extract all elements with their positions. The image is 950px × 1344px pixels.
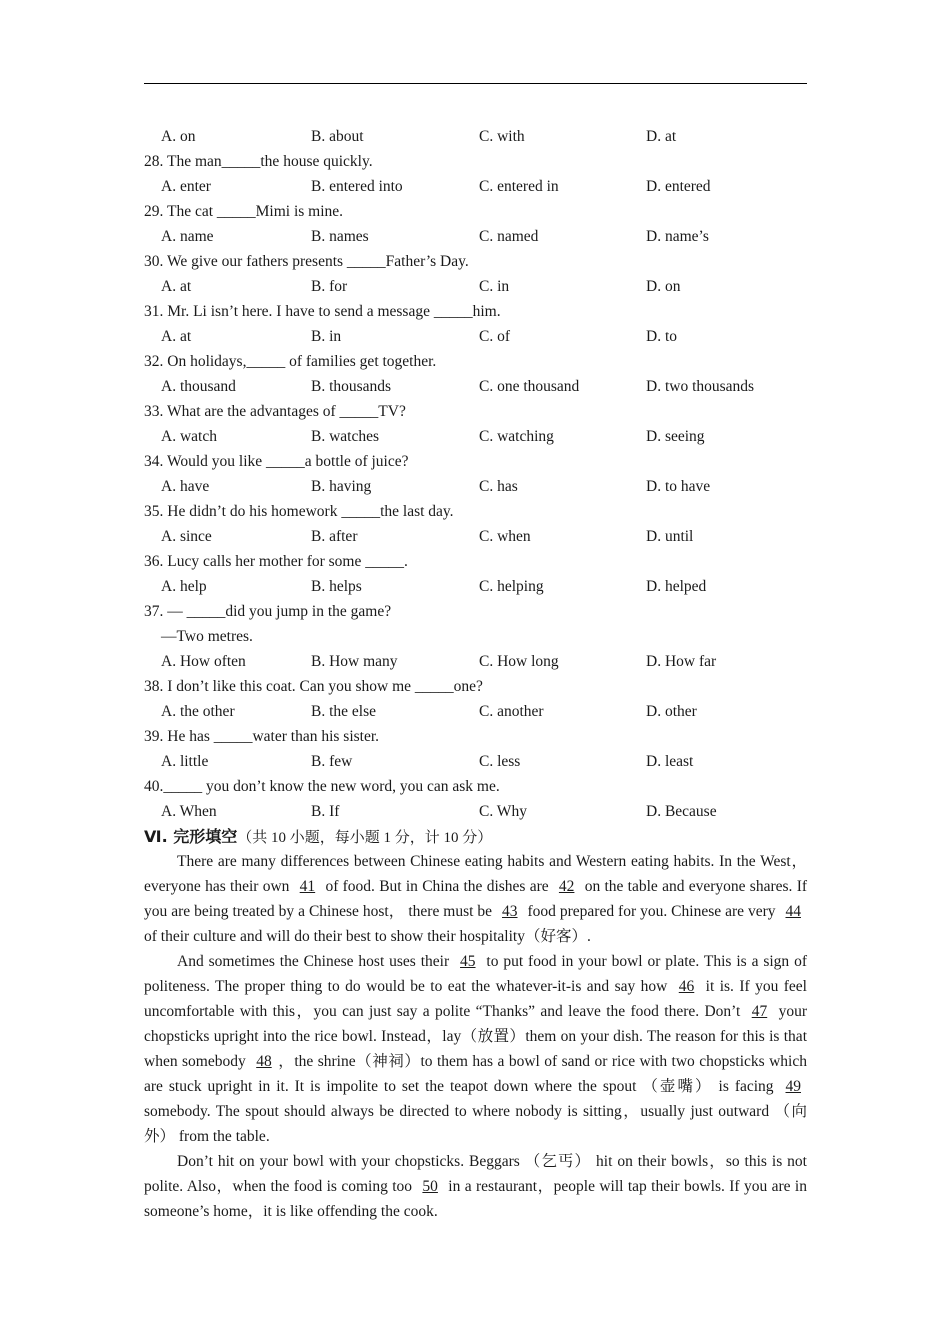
- option-c[interactable]: C. less: [479, 753, 521, 770]
- options-row: [144, 524, 807, 549]
- option-c[interactable]: C. with: [479, 128, 525, 145]
- dialogue-answer: —Two metres.: [161, 628, 253, 645]
- option-b[interactable]: B. thousands: [311, 378, 392, 395]
- options-row: [144, 799, 807, 824]
- option-a[interactable]: A. have: [161, 478, 210, 495]
- option-c[interactable]: C. one thousand: [479, 378, 580, 395]
- cloze-blank[interactable]: 49: [785, 1078, 801, 1095]
- question-stem: 32. On holidays,_____ of families get together.: [144, 353, 437, 370]
- option-a[interactable]: A. on: [161, 128, 196, 145]
- option-a[interactable]: A. watch: [161, 428, 217, 445]
- option-a[interactable]: A. at: [161, 328, 192, 345]
- option-b[interactable]: B. watches: [311, 428, 380, 445]
- question-stem: 34. Would you like _____a bottle of juice?: [144, 453, 409, 470]
- option-d[interactable]: D. Because: [646, 803, 717, 820]
- option-d[interactable]: D. name’s: [646, 228, 709, 245]
- cloze-passage: [144, 849, 807, 1224]
- option-a[interactable]: A. thousand: [161, 378, 236, 395]
- option-d[interactable]: D. until: [646, 528, 694, 545]
- question-stem: 40._____ you don’t know the new word, you can ask me.: [144, 778, 500, 795]
- passage-text: it is. If you feel uncomfortable with this，you can just say a polite “Thanks” and leave the food there. Don’t: [144, 978, 807, 1020]
- exam-page: [144, 124, 807, 1224]
- passage-text: on the table and everyone shares. If you are being treated by a Chinese host， there must be: [144, 878, 808, 920]
- option-c[interactable]: C. when: [479, 528, 531, 545]
- option-b[interactable]: B. helps: [311, 578, 362, 595]
- option-a[interactable]: A. little: [161, 753, 209, 770]
- passage-text: And sometimes the Chinese host uses their: [177, 953, 455, 970]
- option-c[interactable]: C. helping: [479, 578, 544, 595]
- question-list: [144, 149, 807, 824]
- section-title: Ⅵ. 完形填空: [144, 827, 238, 846]
- options-row: [144, 699, 807, 724]
- passage-text: your chopsticks upright into the rice bowl. Instead，lay（放置）them on your dish. The reason for this is that when somebody: [144, 1003, 807, 1070]
- option-b[interactable]: B. after: [311, 528, 358, 545]
- option-d[interactable]: D. seeing: [646, 428, 705, 445]
- passage-text: to put food in your bowl or plate. This is a sign of politeness. The proper thing to do would be to eat the whatever-it-is and say how: [144, 953, 807, 995]
- question-stem: 36. Lucy calls her mother for some _____.: [144, 553, 408, 570]
- option-c[interactable]: C. of: [479, 328, 510, 345]
- option-d[interactable]: D. on: [646, 278, 681, 295]
- cloze-blank[interactable]: 43: [502, 903, 518, 920]
- passage-text: somebody. The spout should always be directed to where nobody is sitting，usually just outward （向外） from the table.: [144, 1103, 807, 1145]
- option-a[interactable]: A. the other: [161, 703, 235, 720]
- cloze-blank[interactable]: 48: [256, 1053, 272, 1070]
- passage-text: Don’t hit on your bowl with your chopsticks. Beggars （乞丐） hit on their bowls，so this is not polite. Also，when the food is coming too: [144, 1153, 807, 1195]
- option-a[interactable]: A. How often: [161, 653, 246, 670]
- question-stem: 33. What are the advantages of _____TV?: [144, 403, 406, 420]
- option-d[interactable]: D. two thousands: [646, 378, 755, 395]
- option-b[interactable]: B. about: [311, 128, 364, 145]
- cloze-blank[interactable]: 50: [422, 1178, 438, 1195]
- cloze-blank[interactable]: 42: [558, 878, 575, 895]
- option-c[interactable]: C. in: [479, 278, 510, 295]
- option-c[interactable]: C. How long: [479, 653, 559, 670]
- cloze-blank[interactable]: 47: [751, 1003, 768, 1020]
- cloze-blank[interactable]: 44: [785, 903, 801, 920]
- options-row: [144, 174, 807, 199]
- passage-text: of their culture and will do their best to show their hospitality（好客）.: [144, 928, 591, 945]
- option-b[interactable]: B. If: [311, 803, 340, 820]
- section-heading: [144, 824, 807, 849]
- option-d[interactable]: D. least: [646, 753, 694, 770]
- passage-paragraph: [144, 1149, 807, 1224]
- option-b[interactable]: B. entered into: [311, 178, 403, 195]
- question-stem: 37. — _____did you jump in the game?: [144, 603, 392, 620]
- passage-text: food prepared for you. Chinese are very: [523, 903, 780, 920]
- header-rule: [144, 83, 807, 84]
- options-row: [144, 424, 807, 449]
- option-c[interactable]: C. entered in: [479, 178, 559, 195]
- options-row: [144, 224, 807, 249]
- passage-text: ，the shrine（神祠）to them has a bowl of sand or rice with two chopsticks which are stuck upright in it. It is impolite to set the teapot down where the spout （壶嘴） is facing: [144, 1053, 807, 1095]
- options-row: [144, 374, 807, 399]
- option-b[interactable]: B. names: [311, 228, 369, 245]
- passage-text: There are many differences between Chinese eating habits and Western eating habits. In the West， everyone has their own: [144, 853, 807, 895]
- options-row: [144, 274, 807, 299]
- question-stem: 31. Mr. Li isn’t here. I have to send a message _____him.: [144, 303, 501, 320]
- section-note: （共 10 小题，每小题 1 分，计 10 分）: [237, 830, 493, 846]
- cloze-blank[interactable]: 45: [460, 953, 476, 970]
- passage-text: of food. But in China the dishes are: [321, 878, 553, 895]
- options-row: [144, 574, 807, 599]
- passage-paragraph: [144, 949, 807, 1149]
- option-b[interactable]: B. in: [311, 328, 342, 345]
- option-d[interactable]: D. entered: [646, 178, 711, 195]
- options-row: [144, 749, 807, 774]
- passage-paragraph: [144, 849, 807, 949]
- option-a[interactable]: A. enter: [161, 178, 211, 195]
- option-c[interactable]: C. Why: [479, 803, 527, 820]
- question-stem: 28. The man_____the house quickly.: [144, 153, 373, 170]
- option-d[interactable]: D. other: [646, 703, 697, 720]
- option-d[interactable]: D. to: [646, 328, 677, 345]
- option-c[interactable]: C. another: [479, 703, 544, 720]
- option-a[interactable]: A. at: [161, 278, 192, 295]
- question-stem: 29. The cat _____Mimi is mine.: [144, 203, 344, 220]
- option-c[interactable]: C. named: [479, 228, 539, 245]
- option-d[interactable]: D. at: [646, 128, 677, 145]
- option-b[interactable]: B. few: [311, 753, 353, 770]
- options-row: [144, 474, 807, 499]
- question-stem: 35. He didn’t do his homework _____the last day.: [144, 503, 454, 520]
- option-b[interactable]: B. the else: [311, 703, 376, 720]
- option-c[interactable]: C. watching: [479, 428, 554, 445]
- option-b[interactable]: B. having: [311, 478, 372, 495]
- option-c[interactable]: C. has: [479, 478, 518, 495]
- options-row: [144, 649, 807, 674]
- question-stem: 30. We give our fathers presents _____Father’s Day.: [144, 253, 469, 270]
- option-a[interactable]: A. name: [161, 228, 214, 245]
- question-stem: 38. I don’t like this coat. Can you show me _____one?: [144, 678, 483, 695]
- options-row: [144, 324, 807, 349]
- option-d[interactable]: D. helped: [646, 578, 707, 595]
- option-d[interactable]: D. How far: [646, 653, 717, 670]
- cloze-blank[interactable]: 41: [299, 878, 316, 895]
- option-b[interactable]: B. for: [311, 278, 348, 295]
- option-d[interactable]: D. to have: [646, 478, 711, 495]
- option-a[interactable]: A. help: [161, 578, 207, 595]
- options-row: [144, 124, 807, 149]
- cloze-blank[interactable]: 46: [678, 978, 695, 995]
- question-stem: 39. He has _____water than his sister.: [144, 728, 380, 745]
- option-a[interactable]: A. since: [161, 528, 212, 545]
- passage-text: in a restaurant，people will tap their bowls. If you are in someone’s home，it is like offending the cook.: [144, 1178, 807, 1220]
- option-a[interactable]: A. When: [161, 803, 217, 820]
- option-b[interactable]: B. How many: [311, 653, 398, 670]
